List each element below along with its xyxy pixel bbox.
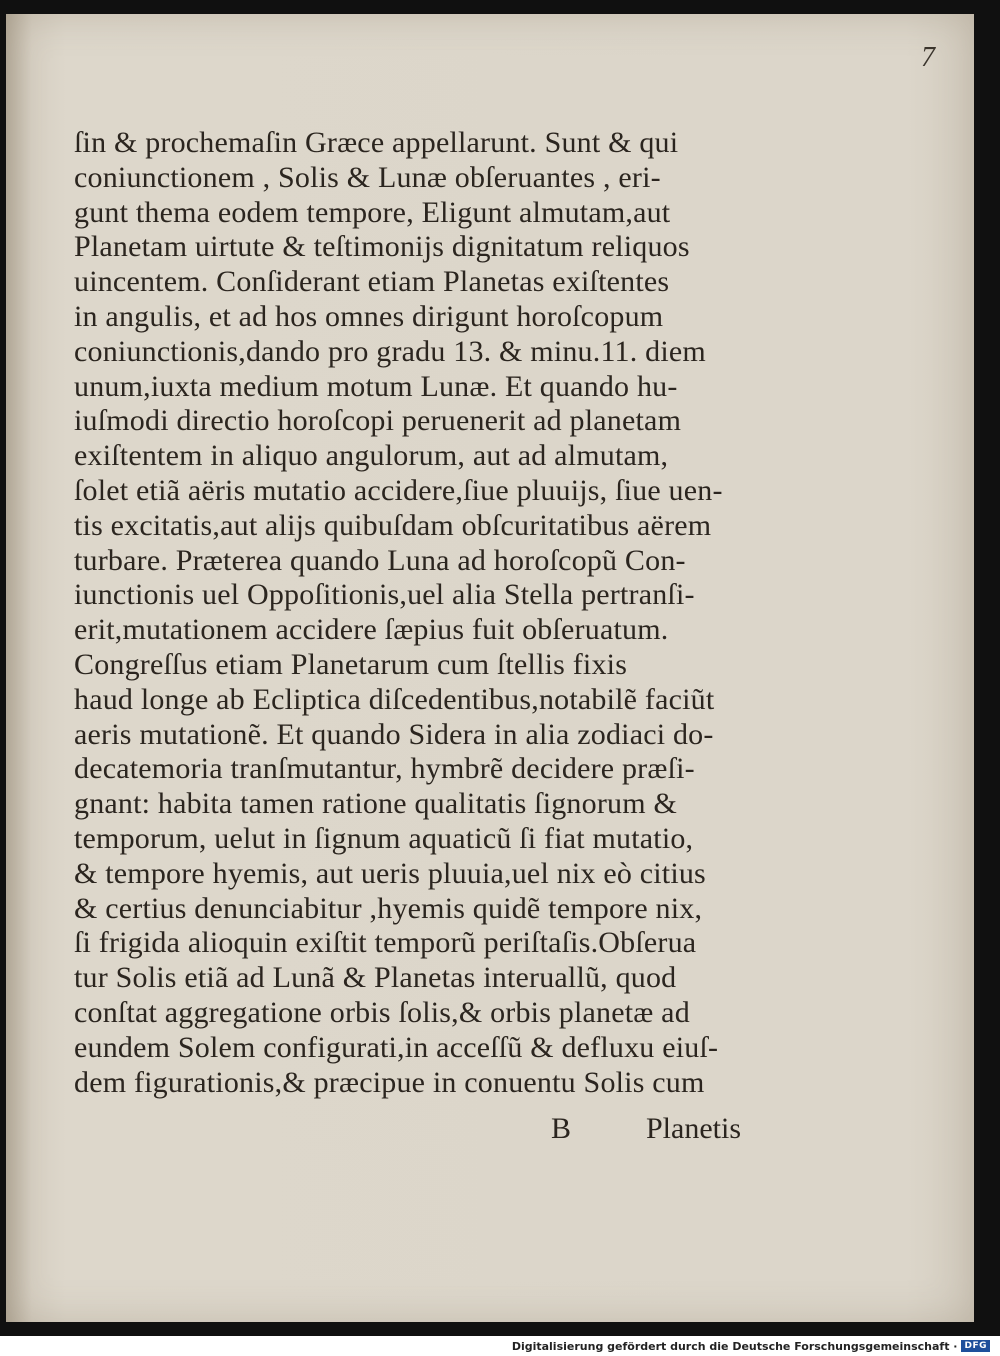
text-line: conſtat aggregatione orbis ſolis,& orbis planetæ ad bbox=[74, 995, 690, 1029]
text-line: & tempore hyemis, aut ueris pluuia,uel nix eò citius bbox=[74, 856, 706, 890]
body-text bbox=[74, 126, 754, 1100]
text-line: gunt thema eodem tempore, Eligunt almutam,aut bbox=[74, 195, 671, 229]
text-line: coniunctionem , Solis & Lunæ obſeruantes , eri- bbox=[74, 160, 661, 194]
text-line: haud longe ab Ecliptica diſcedentibus,notabilẽ faciũt bbox=[74, 682, 715, 716]
text-line: iuſmodi directio horoſcopi peruenerit ad planetam bbox=[74, 404, 682, 438]
text-line: iunctionis uel Oppoſitionis,uel alia Stella pertranſi- bbox=[74, 578, 695, 612]
text-line: & certius denunciabitur ,hyemis quidẽ tempore nix, bbox=[74, 891, 703, 925]
text-line: dem figurationis,& præcipue in conuentu Solis cum bbox=[74, 1065, 705, 1099]
catchword: Planetis bbox=[646, 1112, 741, 1145]
text-line: exiſtentem in aliquo angulorum, aut ad almutam, bbox=[74, 439, 669, 473]
text-line: eundem Solem configurati,in acceſſũ & defluxu eiuſ- bbox=[74, 1030, 719, 1064]
dfg-logo: DFG bbox=[961, 1340, 990, 1352]
text-line: ſin & prochemaſin Græce appellarunt. Sunt & qui bbox=[74, 126, 679, 159]
text-line: turbare. Præterea quando Luna ad horoſcopũ Con- bbox=[74, 543, 686, 577]
text-line: in angulis, et ad hos omnes dirigunt horoſcopum bbox=[74, 299, 664, 333]
text-line: ſi frigida alioquin exiſtit temporũ periſtaſis.Obſerua bbox=[74, 926, 697, 960]
text-line: temporum, uelut in ſignum aquaticũ ſi fiat mutatio, bbox=[74, 821, 694, 855]
text-line: erit,mutationem accidere ſæpius fuit obſeruatum. bbox=[74, 613, 669, 647]
book-page bbox=[6, 14, 974, 1322]
digitization-credit bbox=[512, 1338, 990, 1354]
text-line: gnant: habita tamen ratione qualitatis ſignorum & bbox=[74, 787, 677, 821]
folio-number: 7 bbox=[921, 42, 935, 73]
text-line: unum,iuxta medium motum Lunæ. Et quando hu- bbox=[74, 369, 678, 403]
signature-mark: B bbox=[551, 1112, 572, 1145]
text-line: Congreſſus etiam Planetarum cum ſtellis fixis bbox=[74, 647, 628, 681]
credit-text: Digitalisierung gefördert durch die Deutsche Forschungsgemeinschaft · bbox=[511, 1339, 958, 1353]
text-line: tur Solis etiã ad Lunã & Planetas interuallũ, quod bbox=[74, 961, 677, 995]
text-line: tis excitatis,aut alijs quibuſdam obſcuritatibus aërem bbox=[74, 508, 712, 542]
text-line: uincentem. Conſiderant etiam Planetas exiſtentes bbox=[74, 265, 670, 299]
text-line: coniunctionis,dando pro gradu 13. & minu.11. diem bbox=[74, 334, 706, 368]
text-line: ſolet etiã aëris mutatio accidere,ſiue pluuijs, ſiue uen- bbox=[74, 473, 723, 507]
text-line: aeris mutationẽ. Et quando Sidera in alia zodiaci do- bbox=[74, 717, 714, 751]
text-line: decatemoria tranſmutantur, hymbrẽ decidere præſi- bbox=[74, 752, 695, 786]
text-line: Planetam uirtute & teſtimonijs dignitatum reliquos bbox=[74, 230, 690, 264]
